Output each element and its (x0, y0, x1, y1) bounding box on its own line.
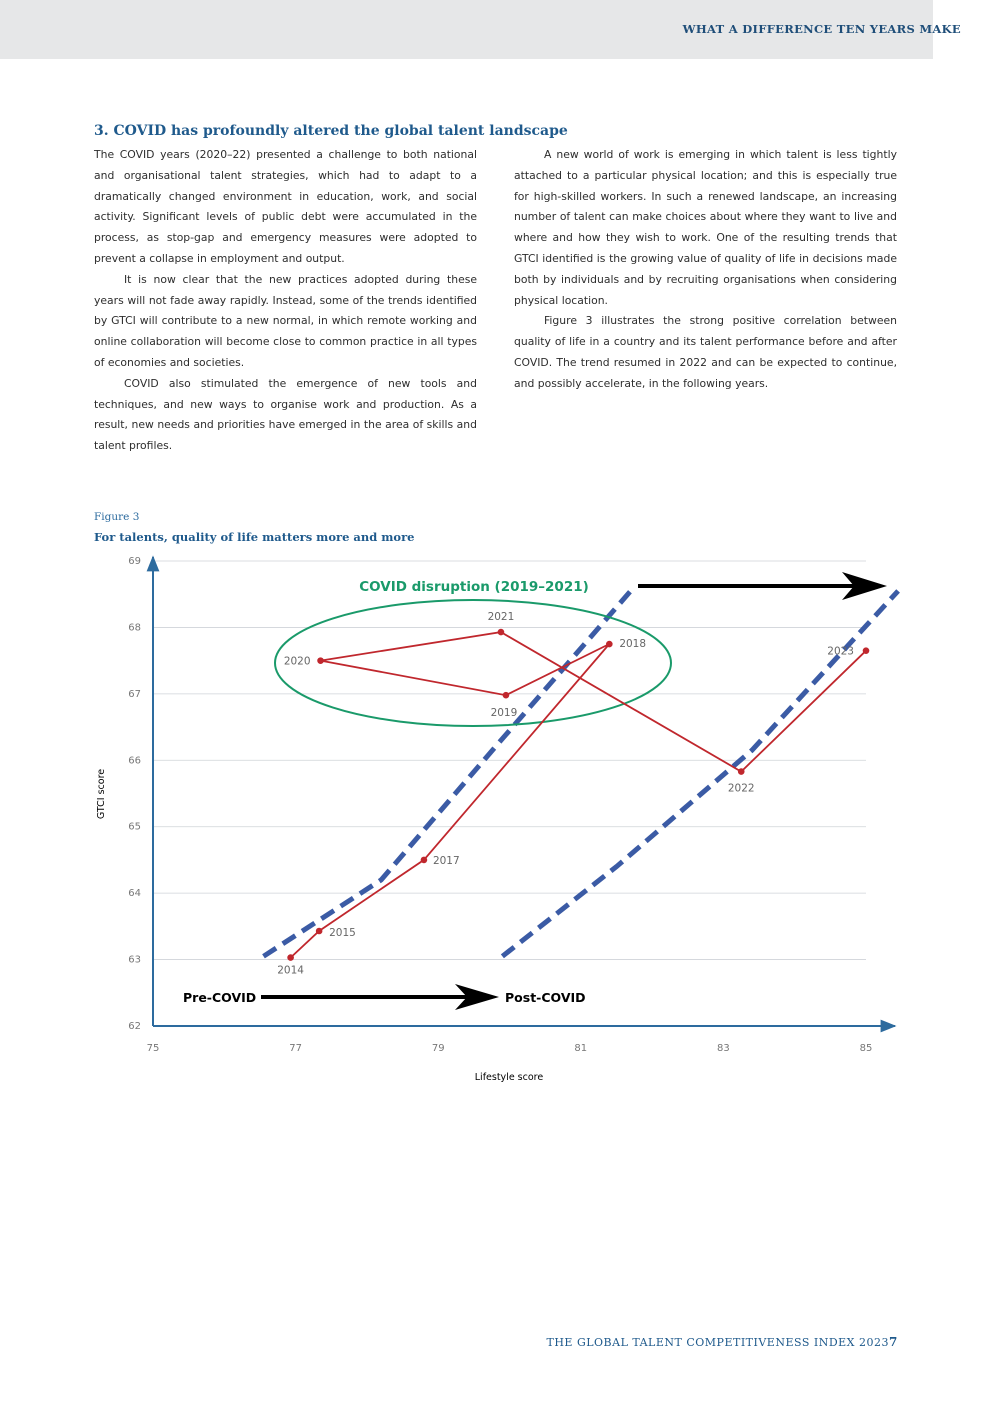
data-label-2015: 2015 (329, 927, 356, 940)
y-tick-label: 66 (128, 755, 141, 767)
footer-title: THE GLOBAL TALENT COMPETITIVENESS INDEX 2023 (546, 1336, 889, 1349)
y-tick-label: 68 (128, 622, 141, 634)
left-paragraph-1: The COVID years (2020–22) presented a challenge to both national and organisational talent strategies, which had to adapt to a dramatically changed environment in education, work, and social activity. Significant levels of public debt were accumulated in the process, as stop-gap and emergency measures were adopted to prevent a collapse in employment and output. (94, 148, 477, 265)
x-tick-label: 85 (859, 1043, 873, 1054)
axis-labels (96, 769, 543, 1083)
y-tick-label: 62 (128, 1021, 141, 1032)
y-tick-label: 63 (128, 954, 141, 966)
data-point-2015 (316, 928, 323, 935)
pre-covid-label: Pre-COVID (183, 990, 257, 1005)
y-tick-label: 64 (128, 888, 141, 900)
annotations (183, 572, 887, 1010)
data-label-2023: 2023 (827, 645, 854, 658)
trend-lines (264, 591, 899, 956)
data-point-2018 (606, 641, 613, 648)
data-label-2022: 2022 (727, 782, 755, 795)
section-title: 3. COVID has profoundly altered the global talent landscape (94, 123, 568, 139)
data-label-2019: 2019 (490, 707, 518, 720)
post-covid-label: Post-COVID (505, 990, 586, 1005)
data-series (277, 611, 869, 977)
y-tick-label: 67 (128, 688, 141, 700)
data-point-2021 (498, 629, 505, 636)
page-number: 7 (889, 1335, 898, 1349)
left-paragraph-2: It is now clear that the new practices adopted during these years will not fade away rapidly. Instead, some of the trends identified by GTCI will contribute to a new normal, in which remote working and online collaboration will become close to common practice in all types of economies and societies. (94, 272, 477, 369)
chart (0, 550, 992, 1090)
figure-title: For talents, quality of life matters more and more (94, 530, 415, 544)
x-tick-label: 77 (289, 1043, 302, 1054)
x-axis-title: Lifestyle score (474, 1072, 544, 1083)
data-point-2023 (863, 647, 870, 654)
x-tick-label: 81 (574, 1043, 588, 1054)
pre-covid-trend-line (264, 591, 631, 956)
y-tick-label: 65 (128, 821, 141, 833)
running-header: WHAT A DIFFERENCE TEN YEARS MAKE (682, 22, 961, 36)
x-tick-label: 83 (717, 1043, 730, 1054)
left-paragraph-3: COVID also stimulated the emergence of new tools and techniques, and new ways to organise work and production. As a result, new needs and priorities have emerged in the area of skills and talent profiles. (94, 376, 477, 453)
data-point-2017 (421, 857, 428, 864)
data-point-2019 (503, 692, 510, 699)
right-paragraph-2: Figure 3 illustrates the strong positive correlation between quality of life in a country and its talent performance before and after COVID. The trend resumed in 2022 and can be expected to continue, and possibly accelerate, in the following years. (514, 314, 897, 390)
data-point-2014 (287, 954, 294, 961)
data-label-2020: 2020 (283, 655, 311, 668)
y-axis-title: GTCI score (96, 768, 107, 820)
data-label-2021: 2021 (487, 611, 515, 624)
x-tick-label: 75 (146, 1043, 160, 1054)
series-line (291, 632, 866, 958)
covid-disruption-label: COVID disruption (2019–2021) (359, 579, 589, 595)
data-label-2017: 2017 (432, 854, 460, 867)
right-paragraph-1: A new world of work is emerging in which talent is less tightly attached to a particular physical location; and this is especially true for high-skilled workers. In such a renewed landscape, an increasing number of talent can make choices about where they want to live and where and how they wish to work. One of the resulting trends that GTCI identified is the growing value of quality of life in decisions made both by individuals and by recruiting organisations when considering physical location. (514, 148, 897, 307)
right-column (514, 145, 897, 395)
figure-label: Figure 3 (94, 511, 140, 523)
y-tick-label: 69 (128, 556, 141, 567)
data-point-2020 (317, 657, 324, 664)
data-label-2018: 2018 (619, 638, 647, 651)
left-column (94, 145, 477, 457)
x-tick-label: 79 (431, 1043, 445, 1054)
data-point-2022 (738, 768, 745, 775)
data-label-2014: 2014 (277, 964, 304, 977)
